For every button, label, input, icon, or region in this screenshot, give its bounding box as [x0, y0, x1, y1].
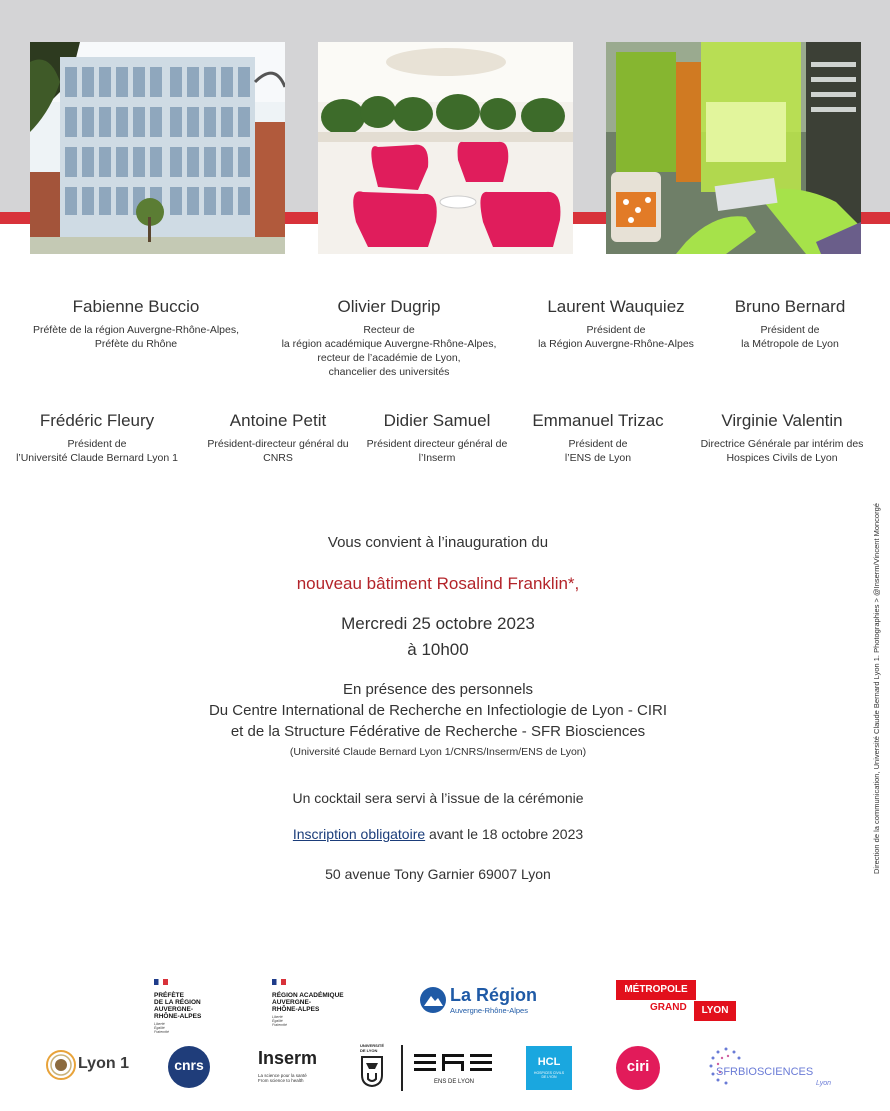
- person-role: Président de l’ENS de Lyon: [564, 438, 632, 464]
- person-name: Emmanuel Trizac: [532, 411, 664, 430]
- cnrs-logo-text: cnrs: [174, 1057, 204, 1073]
- logo-divider: [401, 1045, 403, 1091]
- hcl-logo-subtitle: HOSPICES CIVILS DE LYON: [533, 1071, 565, 1079]
- lion-shield-icon: [360, 1055, 384, 1087]
- photo-building: [30, 42, 285, 254]
- lyon1-emblem-icon: [46, 1050, 76, 1080]
- person-role: Président de l’Université Claude Bernard Lyon 1: [16, 438, 178, 464]
- event-address: 50 avenue Tony Garnier 69007 Lyon: [325, 866, 551, 882]
- presence-line-2: Du Centre International de Recherche en Infectiologie de Lyon - CIRI: [208, 702, 668, 719]
- person-name: Laurent Wauquiez: [547, 297, 685, 316]
- person-frederic-fleury: [16, 411, 178, 465]
- person-antoine-petit: [200, 411, 356, 465]
- inserm-logo: [258, 1048, 330, 1090]
- red-accent-right: [860, 212, 890, 224]
- ens-logo-subtitle: ENS DE LYON: [434, 1079, 474, 1085]
- red-accent-mid2: [572, 212, 606, 224]
- ciri-logo: [616, 1046, 660, 1090]
- photo-credit: Direction de la communication, Université Claude Bernard Lyon 1. Photographies > @Inserm/Vincent Moncorgé: [872, 503, 881, 874]
- person-fabienne-buccio: [18, 297, 254, 351]
- inscription-deadline: avant le 18 octobre 2023: [425, 826, 584, 842]
- region-logo-subtitle: Auvergne-Rhône-Alpes: [450, 1006, 528, 1015]
- inserm-tagline: La science pour la santé From science to health: [258, 1073, 307, 1083]
- person-name: Olivier Dugrip: [337, 297, 441, 316]
- event-hour: à 10h00: [407, 640, 469, 659]
- prefete-logo-text: PRÉFÈTE DE LA RÉGION AUVERGNE- RHÔNE-ALPES: [154, 992, 202, 1020]
- person-role: Directrice Générale par intérim des Hospices Civils de Lyon: [700, 438, 864, 464]
- cocktail-note: Un cocktail sera servi à l’issue de la cérémonie: [292, 790, 584, 806]
- metropole-logo-line2: GRAND: [650, 1002, 687, 1013]
- universite-de-lyon-text: UNIVERSITÉ DE LYON: [360, 1043, 385, 1053]
- ens-logo: [414, 1052, 494, 1086]
- person-name: Virginie Valentin: [721, 411, 843, 430]
- metropole-logo-line3: LYON: [694, 1001, 736, 1021]
- person-role: Président directeur général de l’Inserm: [366, 438, 508, 464]
- building-title: nouveau bâtiment Rosalind Franklin*,: [296, 574, 580, 593]
- invitation-intro: Vous convient à l’inauguration du: [327, 534, 549, 551]
- hcl-logo-text: HCL: [537, 1056, 561, 1068]
- person-role: Président de la Région Auvergne-Rhône-Alpes: [538, 324, 694, 350]
- person-didier-samuel: [362, 411, 512, 465]
- person-name: Didier Samuel: [383, 411, 491, 430]
- sfr-logo-lyon: Lyon: [816, 1080, 832, 1087]
- red-accent-left: [0, 212, 30, 224]
- presence-line-3: et de la Structure Fédérative de Recherche - SFR Biosciences: [230, 723, 646, 740]
- metropole-logo: [616, 980, 736, 1022]
- person-name: Antoine Petit: [229, 411, 327, 430]
- person-bruno-bernard: [712, 297, 868, 351]
- ens-wordmark-icon: [414, 1052, 494, 1074]
- sfr-logo-text: SFRBIOSCIENCES: [716, 1066, 814, 1078]
- person-name: Frédéric Fleury: [39, 411, 155, 430]
- prefete-motto: Liberté Égalité Fraternité: [154, 1022, 169, 1034]
- academique-logo-text: RÉGION ACADÉMIQUE AUVERGNE- RHÔNE-ALPES: [272, 992, 344, 1013]
- person-name: Bruno Bernard: [734, 297, 846, 316]
- person-virginie-valentin: [692, 411, 872, 465]
- cnrs-logo: [168, 1046, 210, 1088]
- inscription-link[interactable]: Inscription obligatoire: [292, 826, 426, 842]
- french-flag-icon: [154, 979, 168, 985]
- region-mountain-icon: [420, 987, 446, 1013]
- academique-logo: [272, 974, 362, 1027]
- hcl-logo: [526, 1046, 572, 1090]
- lyon1-logo-text: Lyon 1: [78, 1055, 129, 1072]
- red-accent-mid1: [284, 212, 318, 224]
- region-logo: [420, 985, 550, 1019]
- french-flag-icon: [272, 979, 286, 985]
- person-name: Fabienne Buccio: [72, 297, 200, 316]
- person-olivier-dugrip: [264, 297, 514, 379]
- event-date: Mercredi 25 octobre 2023: [341, 614, 535, 633]
- sfr-biosciences-logo: [708, 1046, 838, 1094]
- universite-de-lyon-logo: [360, 1044, 390, 1092]
- photo-lounge: [318, 42, 573, 254]
- lyon1-logo: [46, 1050, 136, 1082]
- presence-line-1: En présence des personnels: [342, 681, 534, 698]
- presence-block: [0, 679, 876, 742]
- person-laurent-wauquiez: [518, 297, 714, 351]
- inserm-logo-text: Inserm: [258, 1048, 318, 1068]
- person-role: Président de la Métropole de Lyon: [741, 324, 839, 350]
- metropole-logo-line1: MÉTROPOLE: [616, 980, 696, 1000]
- ciri-logo-text: ciri: [626, 1058, 650, 1075]
- prefete-logo: [154, 974, 224, 1034]
- inscription-line: [0, 826, 876, 842]
- person-role: Préfète de la région Auvergne-Rhône-Alpes, Préfète du Rhône: [32, 324, 240, 350]
- academique-motto: Liberté Égalité Fraternité: [272, 1015, 287, 1027]
- photo-lab: [606, 42, 861, 254]
- region-logo-title: La Région: [450, 985, 538, 1005]
- person-emmanuel-trizac: [520, 411, 676, 465]
- affiliations: (Université Claude Bernard Lyon 1/CNRS/Inserm/ENS de Lyon): [289, 746, 587, 758]
- person-role: Recteur de la région académique Auvergne-Rhône-Alpes, recteur de l’académie de Lyon, chancelier des universités: [281, 324, 497, 378]
- person-role: Président-directeur général du CNRS: [207, 438, 349, 464]
